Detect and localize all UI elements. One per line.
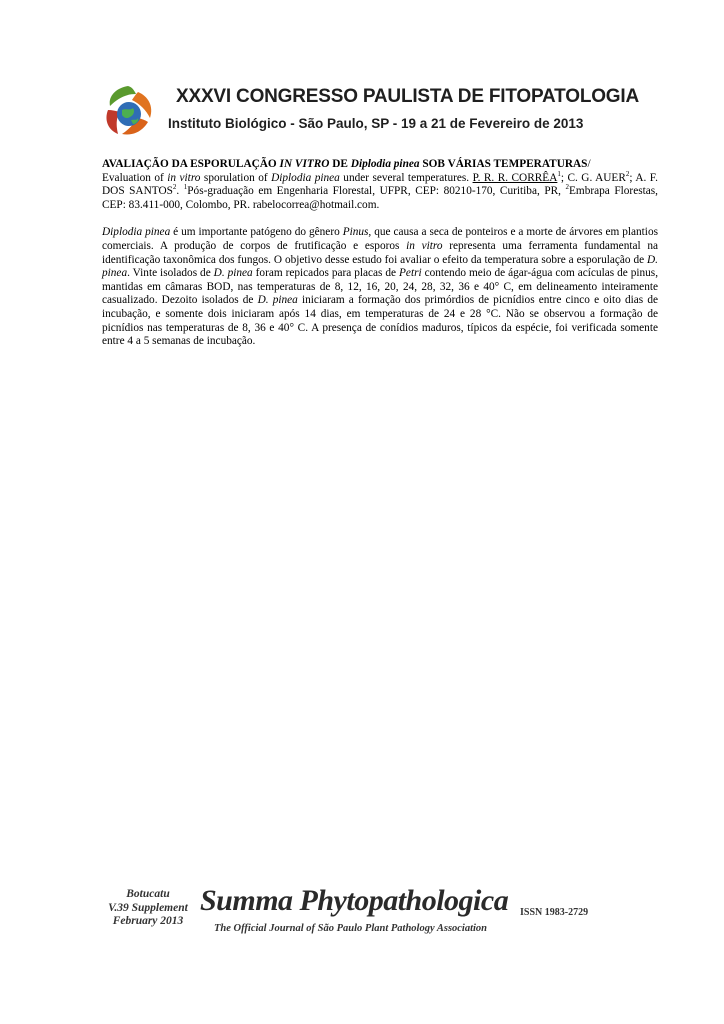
abstract-text: iniciaram a formação dos primórdios de picnídios entre cinco e oito dias de incubação, e somente dois iniciaram após 14 dias, em temperaturas de 24 e 28 °C. Não se observou a formação de picnídios nas temperaturas de 8, 36 e 40° C. A presença de conídios maduros, típicos da espécie, foi verificada somente entre 4 a 5 semanas de incubação.: [102, 294, 659, 348]
abstract-text: foram repicados para placas de: [252, 267, 400, 280]
title-part-italic: IN VITRO: [279, 158, 330, 170]
author-affiliation-mark: 2: [172, 183, 177, 192]
english-title-species: Diplodia pinea: [271, 171, 340, 184]
affiliation-mark: 2: [565, 183, 570, 192]
abstract-text: representa uma ferramenta fundamental na identificação taxonômica dos fungos. O objetivo desse estudo foi avaliar o efeito da temperatura sobre a esporulação de: [102, 239, 659, 266]
journal-footer: [108, 886, 628, 942]
congress-title: XXXVI CONGRESSO PAULISTA DE FITOPATOLOGIA: [176, 86, 639, 107]
journal-name: Summa Phytopathologica: [200, 884, 509, 917]
article-heading: [102, 158, 658, 212]
species-name: D. pinea: [102, 253, 658, 280]
author-affiliation-mark: 1: [557, 169, 561, 178]
journal-volume: V.39 Supplement: [108, 901, 188, 914]
congress-subtitle: Instituto Biológico - São Paulo, SP - 19 a 21 de Fevereiro de 2013: [168, 116, 584, 131]
title-species: Diplodia pinea: [350, 158, 420, 170]
journal-date: February 2013: [112, 915, 184, 927]
title-separator: /: [587, 158, 591, 170]
abstract-text: . Vinte isolados de: [127, 267, 214, 280]
author: ; C. G. AUER: [560, 171, 626, 184]
english-title-italic: in vitro: [167, 171, 201, 184]
abstract-text: que causa a seca de ponteiros e a morte de árvores em plantios comerciais. A produção de corpos de frutificação e esporos: [102, 226, 658, 252]
abstract-article: [102, 158, 658, 360]
affiliation: Embrapa Florestas, CEP: 83.411-000, Colombo, PR. rabelocorrea@hotmail.com.: [102, 185, 658, 211]
affiliation-mark: 1: [183, 183, 188, 192]
species-name: D. pinea: [213, 267, 253, 280]
author-affiliation-mark: 2: [625, 169, 630, 178]
species-name: D. pinea: [257, 294, 298, 307]
title-part: SOB VÁRIAS TEMPERATURAS: [419, 158, 588, 170]
journal-tagline: The Official Journal of São Paulo Plant Pathology Association: [214, 923, 488, 934]
abstract-text: é um importante patógeno do gênero: [170, 226, 343, 239]
affiliation: Pós-graduação em Engenharia Florestal, UFPR, CEP: 80210-170, Curitiba, PR,: [187, 185, 566, 198]
separator: .: [176, 185, 184, 198]
english-title: Evaluation of: [102, 171, 168, 184]
congress-header: [98, 84, 658, 140]
journal-location: Botucatu: [126, 888, 170, 900]
congress-logo-icon: [98, 84, 158, 138]
abstract-text: contendo meio de ágar-água com acículas de pinus, mantidas em câmaras BOD, nas temperaturas de 8, 12, 16, 20, 24, 28, 32, 36 e 40° C, em delineamento inteiramente casualizado. Dezoito isolados de: [102, 267, 659, 307]
italic-term: in vitro: [406, 239, 443, 252]
title-part: AVALIAÇÃO DA ESPORULAÇÃO: [102, 158, 280, 170]
english-title: under several temperatures.: [339, 171, 473, 184]
journal-issn: ISSN 1983-2729: [520, 907, 589, 918]
species-name: Diplodia pinea: [102, 226, 171, 239]
abstract-body: [102, 226, 658, 348]
presenting-author: P. R. R. CORRÊA: [472, 171, 558, 184]
english-title: sporulation of: [200, 171, 272, 184]
author: ; A. F. DOS SANTOS: [102, 171, 659, 198]
journal-issue-info: [108, 888, 188, 929]
italic-term: Petri: [399, 267, 422, 280]
genus-name: Pinus,: [342, 226, 372, 239]
title-part: DE: [329, 158, 351, 170]
